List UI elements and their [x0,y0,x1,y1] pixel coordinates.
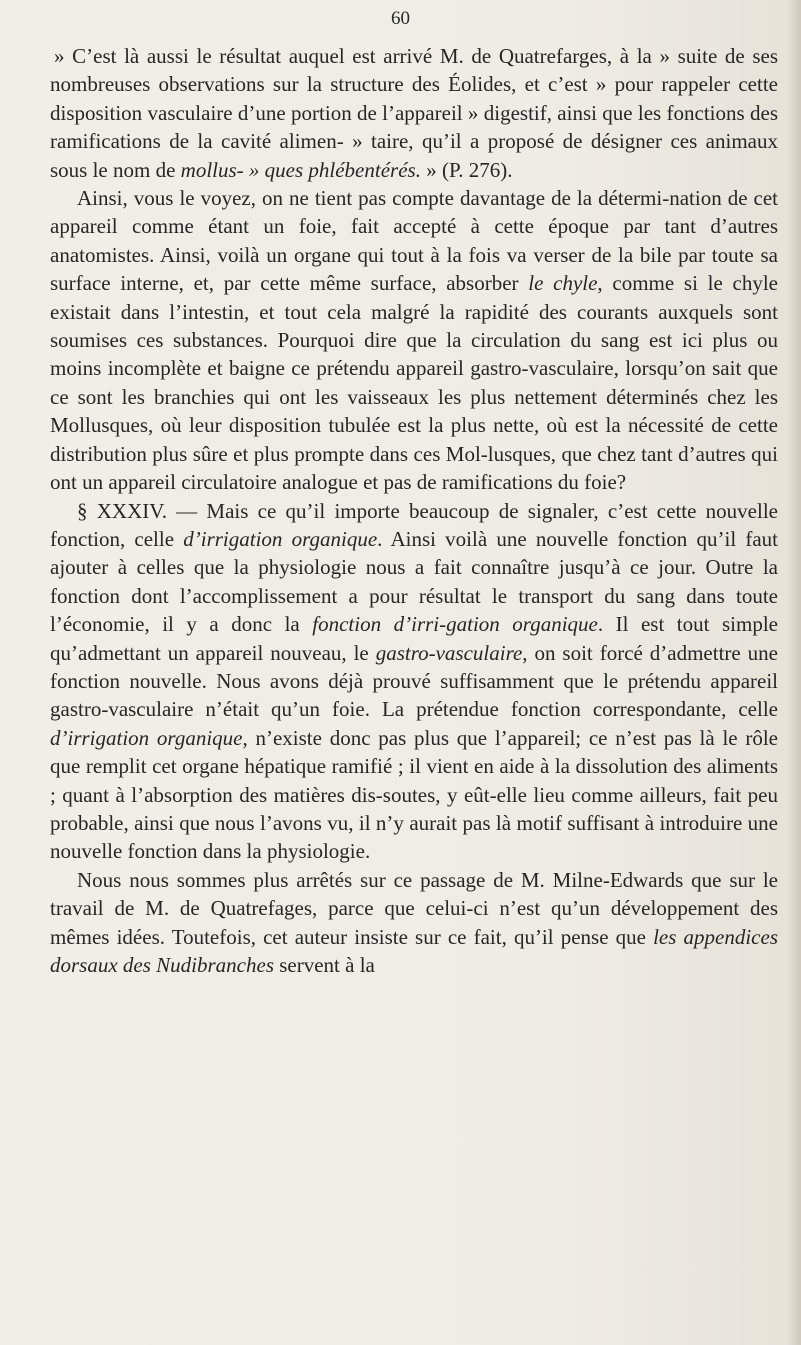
text-run: , comme si le chyle existait dans l’intestin, et tout cela malgré la rapidité des courants auxquels sont soumises ces substances. Pourquoi dire que la circulation du sang est ici plus ou moins incomplète et baigne ce prétendu appareil gastro-vasculaire, lorsqu’on sait que ce sont les branchies qui ont les vaisseaux les plus nettement déterminés chez les Mollusques, où leur disposition tubulée est la plus nette, où est la nécessité de cette distribution plus sûre et plus prompte dans ces Mol-lusques, que chez tant d’autres qui ont un appareil circulatoire analogue et pas de ramifications du foie? [50,271,778,495]
italic-run: mollus- » ques phlébentérés. [180,157,421,182]
paragraph [50,866,778,980]
text-run: Ainsi, vous le voyez, on ne tient pas compte davantage de la détermi-nation de cet appareil comme étant un foie, fait accepté à cette époque par tant d’autres anatomistes. Ainsi, voilà un organe qui tout à la fois va verser de la bile par toute sa surface interne, et, par cette même surface, absorber [50,186,778,296]
italic-run: fonction d’irri-gation organique [312,612,598,637]
page-edge-shadow [787,0,801,1345]
paragraph-quote [50,42,778,184]
text-run: , n’existe donc pas plus que l’appareil; ce n’est pas là le rôle que remplit cet organe hépatique ramifié ; il vient en aide à la dissolution des aliments ; quant à l’absorption des matières dis-soutes, y eût-elle lieu comme ailleurs, fait peu probable, ainsi que nous l’avons vu, il n’y aurait pas là motif suffisant à introduire une nouvelle fonction dans la physiologie. [50,725,778,864]
page-text [50,42,778,979]
italic-run: le chyle [528,271,598,296]
italic-run: d’irrigation organique [50,725,243,750]
text-run: Nous nous sommes plus arrêtés sur ce passage de M. Milne-Edwards que sur le travail de M. de Quatrefages, parce que celui-ci n’est qu’un développement des mêmes idées. Toutefois, cet auteur insiste sur ce fait, qu’il pense que [50,867,778,949]
text-run: » (P. 276). [420,157,513,182]
page-number: 60 [391,8,410,29]
italic-run: d’irrigation organique [183,526,378,551]
italic-run: gastro-vasculaire [375,640,523,665]
italic-run: les appendices dorsaux des Nudibranches [50,924,778,977]
text-run: . Il est tout simple qu’admettant un appareil nouveau, le [50,612,778,665]
paragraph-section-xxxiv [50,497,778,866]
text-run: , on soit forcé d’admettre une fonction nouvelle. Nous avons déjà prouvé suffisamment que le prétendu appareil gastro-vasculaire n’était qu’un foie. La prétendue fonction correspondante, celle [50,640,778,722]
text-run: » C’est là aussi le résultat auquel est arrivé M. de Quatrefarges, à la » suite de ses nombreuses observations sur la structure des Éolides, et c’est » pour rappeler cette disposition vasculaire d’une portion de l’appareil » digestif, ainsi que les fonctions des ramifications de la cavité alimen- » taire, qu’il a proposé de désigner ces animaux sous le nom de [50,44,778,182]
text-run: . Ainsi voilà une nouvelle fonction qu’il faut ajouter à celles que la physiologie nous a fait connaître jusqu’à ce jour. Outre la fonction dont l’accomplissement a pour résultat le transport du sang dans toute l’économie, il y a donc la [50,526,778,637]
text-run: § XXXIV. — Mais ce qu’il importe beaucoup de signaler, c’est cette nouvelle fonction, celle [50,498,778,551]
text-run: servent à la [274,953,375,977]
paragraph [50,184,778,496]
